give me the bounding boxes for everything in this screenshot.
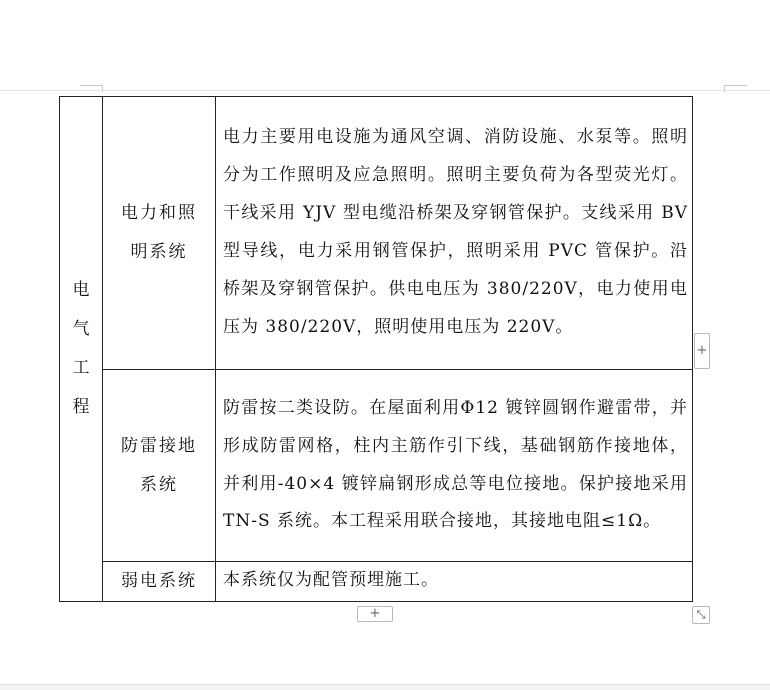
system-cell-lightning-grounding[interactable] <box>103 370 216 562</box>
page-top-margin <box>0 0 770 90</box>
system-label: 弱电系统 <box>121 571 197 591</box>
description-text: 电力主要用电设施为通风空调、消防设施、水泵等。照明分为工作照明及应急照明。照明主要负荷为各型荧光灯。干线采用 YJV 型电缆沿桥架及穿钢管保护。支线采用 BV 型导线，电力采用钢管保护，照明采用 PVC 管保护。沿桥架及穿钢管保护。供电电压为 380/220V，电力使用电压为 380/220V，照明使用电压为 220V。 <box>223 127 688 337</box>
category-cell[interactable] <box>60 97 103 602</box>
system-cell-power-lighting[interactable] <box>103 97 216 370</box>
description-text: 本系统仅为配管预埋施工。 <box>223 570 439 590</box>
table-row <box>60 562 693 602</box>
page-edge-line <box>0 90 770 91</box>
table-resize-handle-icon[interactable]: ⤡ <box>692 606 710 624</box>
description-text: 防雷按二类设防。在屋面利用Φ12 镀锌圆钢作避雷带，并形成防雷网格，柱内主筋作引下线，基础钢筋作接地体，并利用-40×4 镀锌扁钢形成总等电位接地。保护接地采用 TN-S 系统。本工程采用联合接地，其接地电阻≤1Ω。 <box>223 397 688 532</box>
electrical-engineering-table <box>59 96 693 602</box>
table-row <box>60 97 693 370</box>
add-column-button[interactable]: + <box>694 333 710 369</box>
system-cell-low-voltage[interactable] <box>103 562 216 602</box>
table-row <box>60 370 693 562</box>
add-row-button[interactable]: + <box>357 606 393 622</box>
description-cell-lightning-grounding[interactable] <box>216 370 693 562</box>
category-label: 电气工程 <box>72 280 90 417</box>
system-label: 防雷接地系统 <box>121 435 197 495</box>
system-label: 电力和照明系统 <box>121 203 197 262</box>
description-cell-power-lighting[interactable] <box>216 97 693 370</box>
page-bottom-edge <box>0 684 770 690</box>
description-cell-low-voltage[interactable] <box>216 562 693 602</box>
